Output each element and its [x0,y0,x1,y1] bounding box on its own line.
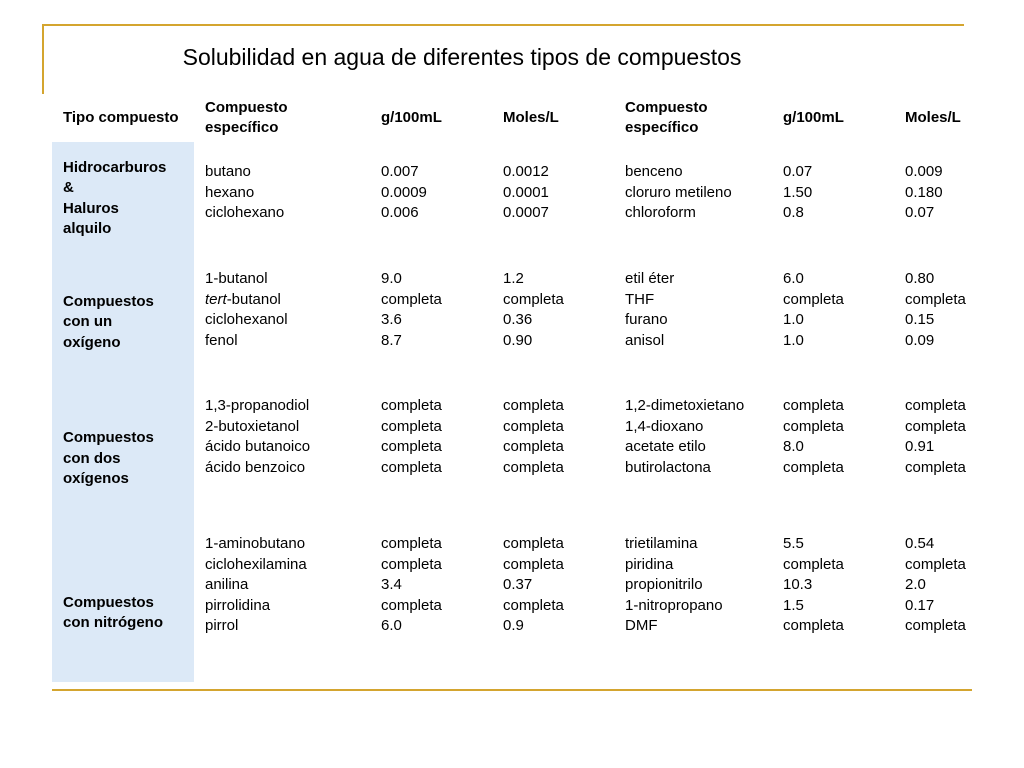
cell-line: 0.006 [381,204,419,221]
type-line: alquilo [63,220,112,237]
cell-line: completa [905,458,966,476]
cell-line: ciclohexanol [205,311,288,328]
cell-line: ciclohexano [205,204,285,221]
cell-line: 1,3-propanodiol [205,397,310,414]
cell-line: 8.0 [783,438,804,455]
cell-line: 0.37 [503,576,533,593]
table-row [52,255,976,390]
cell-line: 0.009 [905,163,943,180]
cell-line: completa [381,535,442,552]
value-cell [894,390,976,528]
cell-line: pirrolidina [205,596,271,614]
cell-line: 0.54 [905,535,935,552]
cell-line: ácido butanoico [205,438,311,455]
cell-line: completa [905,290,966,308]
cell-line: completa [503,290,564,308]
cell-line: completa [503,555,564,573]
cell-line: 1-butanol [205,270,268,287]
cell-line: 0.15 [905,311,935,328]
cell-line: completa [381,290,442,308]
value-cell [370,528,492,682]
cell-line: completa [783,617,844,634]
cell-line: completa [905,617,966,634]
cell-line: chloroform [625,204,696,221]
value-cell [492,255,614,390]
cell-line: ciclohexilamina [205,555,307,573]
header-tipo-compuesto: Tipo compuesto [63,108,179,126]
cell-line: anilina [205,576,249,593]
cell-line: hexano [205,183,255,201]
value-cell [894,142,976,255]
cell-line: completa [381,596,442,614]
cell-line: 0.36 [503,311,533,328]
cell-line: 1.0 [783,331,804,349]
cell-line: completa [503,535,564,552]
cell-line: 0.0001 [503,183,549,201]
cell-line: butirolactona [625,458,711,476]
cell-line: pirrol [205,617,239,634]
header-moles-l-1: Moles/L [503,108,559,126]
cell-line: 6.0 [381,617,402,634]
cell-line: 9.0 [381,270,402,287]
type-cell [52,255,194,390]
cell-line: 0.07 [905,204,935,221]
type-line: Compuestos [63,429,154,447]
cell-line: benceno [625,163,683,180]
cell-line: 3.6 [381,311,402,328]
cell-line: completa [381,417,442,435]
value-cell [772,142,894,255]
solubility-table [52,94,976,682]
cell-line: completa [905,417,966,435]
header-compuesto-especifico-1: Compuesto específico [205,98,288,136]
type-line: Compuestos [63,593,154,611]
cell-line: 0.0012 [503,163,549,180]
cell-line: 1-nitropropano [625,596,723,614]
type-line: Haluros [63,199,119,217]
cell-line: anisol [625,331,665,349]
header-g-100ml-2: g/100mL [783,108,844,126]
cell-line: 0.0007 [503,204,549,221]
type-line: con dos [63,449,121,467]
compound-cell [194,255,370,390]
cell-line: completa [503,438,564,455]
table-header-row [52,94,976,142]
cell-line: completa [381,397,442,414]
cell-line: 2-butoxietanol [205,417,300,435]
cell-line: 1.0 [783,311,804,328]
type-line: con un [63,313,113,331]
cell-line: 10.3 [783,576,813,593]
cell-line: 1.5 [783,596,804,614]
cell-line: fenol [205,331,238,349]
value-cell [370,255,492,390]
table-row [52,390,976,528]
cell-line: 0.09 [905,331,935,349]
type-line: Hidrocarburos [63,158,167,176]
type-line: oxígenos [63,470,129,488]
type-cell [52,528,194,682]
type-line: Compuestos [63,292,154,310]
cell-line-suffix: -butanol [226,290,281,308]
cell-line: 1,4-dioxano [625,417,704,435]
value-cell [370,142,492,255]
header-g-100ml-1: g/100mL [381,108,442,126]
cell-line: 0.91 [905,438,935,455]
cell-line: completa [381,438,442,455]
cell-line: etil éter [625,270,675,287]
cell-line: 2.0 [905,576,926,593]
cell-line: 1.50 [783,183,813,201]
cell-line: completa [783,555,844,573]
bottom-accent-line [52,689,972,691]
cell-line: 1,2-dimetoxietano [625,397,745,414]
cell-line: propionitrilo [625,576,703,593]
value-cell [772,255,894,390]
cell-line: 0.180 [905,183,943,201]
value-cell [492,390,614,528]
italic-prefix: tert [205,290,227,308]
cell-line: acetate etilo [625,438,706,455]
compound-cell [614,255,772,390]
cell-line: 0.0009 [381,183,427,201]
compound-cell [614,390,772,528]
cell-line: butano [205,163,251,180]
header-moles-l-2: Moles/L [905,108,961,126]
cell-line: 0.007 [381,163,419,180]
type-cell [52,390,194,528]
cell-line: 0.17 [905,596,935,614]
value-cell [894,255,976,390]
cell-line [205,290,360,311]
cell-line: ácido benzoico [205,458,306,476]
cell-line: completa [783,458,844,476]
table-row [52,142,976,255]
cell-line: 5.5 [783,535,804,552]
slide-title-text: Solubilidad en agua de diferentes tipos de compuestos [182,44,742,70]
cell-line: completa [783,397,844,414]
cell-line: completa [503,417,564,435]
slide-title [0,44,924,71]
cell-line: 8.7 [381,331,402,349]
type-cell [52,142,194,255]
value-cell [370,390,492,528]
cell-line: 1-aminobutano [205,535,306,552]
cell-line: 3.4 [381,576,402,593]
type-line: con nitrógeno [63,614,163,631]
value-cell [772,528,894,682]
cell-line: completa [503,397,564,414]
compound-cell [194,142,370,255]
cell-line: completa [503,458,564,476]
cell-line: piridina [625,555,674,573]
cell-line: furano [625,311,668,328]
table-row [52,528,976,682]
cell-line: completa [783,290,844,308]
cell-line: 0.9 [503,617,524,634]
cell-line: completa [905,555,966,573]
cell-line: 1.2 [503,270,524,287]
value-cell [492,528,614,682]
compound-cell [194,390,370,528]
cell-line: THF [625,290,655,308]
type-line: & [63,179,74,196]
value-cell [492,142,614,255]
value-cell [894,528,976,682]
cell-line: 0.90 [503,331,533,349]
compound-cell [194,528,370,682]
cell-line: 0.8 [783,204,804,221]
top-accent-line [44,24,964,26]
cell-line: 0.07 [783,163,813,180]
header-compuesto-especifico-2: Compuesto específico [625,98,708,136]
cell-line: 0.80 [905,270,935,287]
cell-line: completa [905,397,966,414]
value-cell [772,390,894,528]
cell-line: trietilamina [625,535,698,552]
cell-line: completa [381,555,442,573]
cell-line: completa [503,596,564,614]
type-line: oxígeno [63,333,121,351]
cell-line: DMF [625,617,658,634]
cell-line: 6.0 [783,270,804,287]
cell-line: completa [783,417,844,435]
compound-cell [614,528,772,682]
cell-line: completa [381,458,442,476]
compound-cell [614,142,772,255]
cell-line: cloruro metileno [625,183,732,201]
